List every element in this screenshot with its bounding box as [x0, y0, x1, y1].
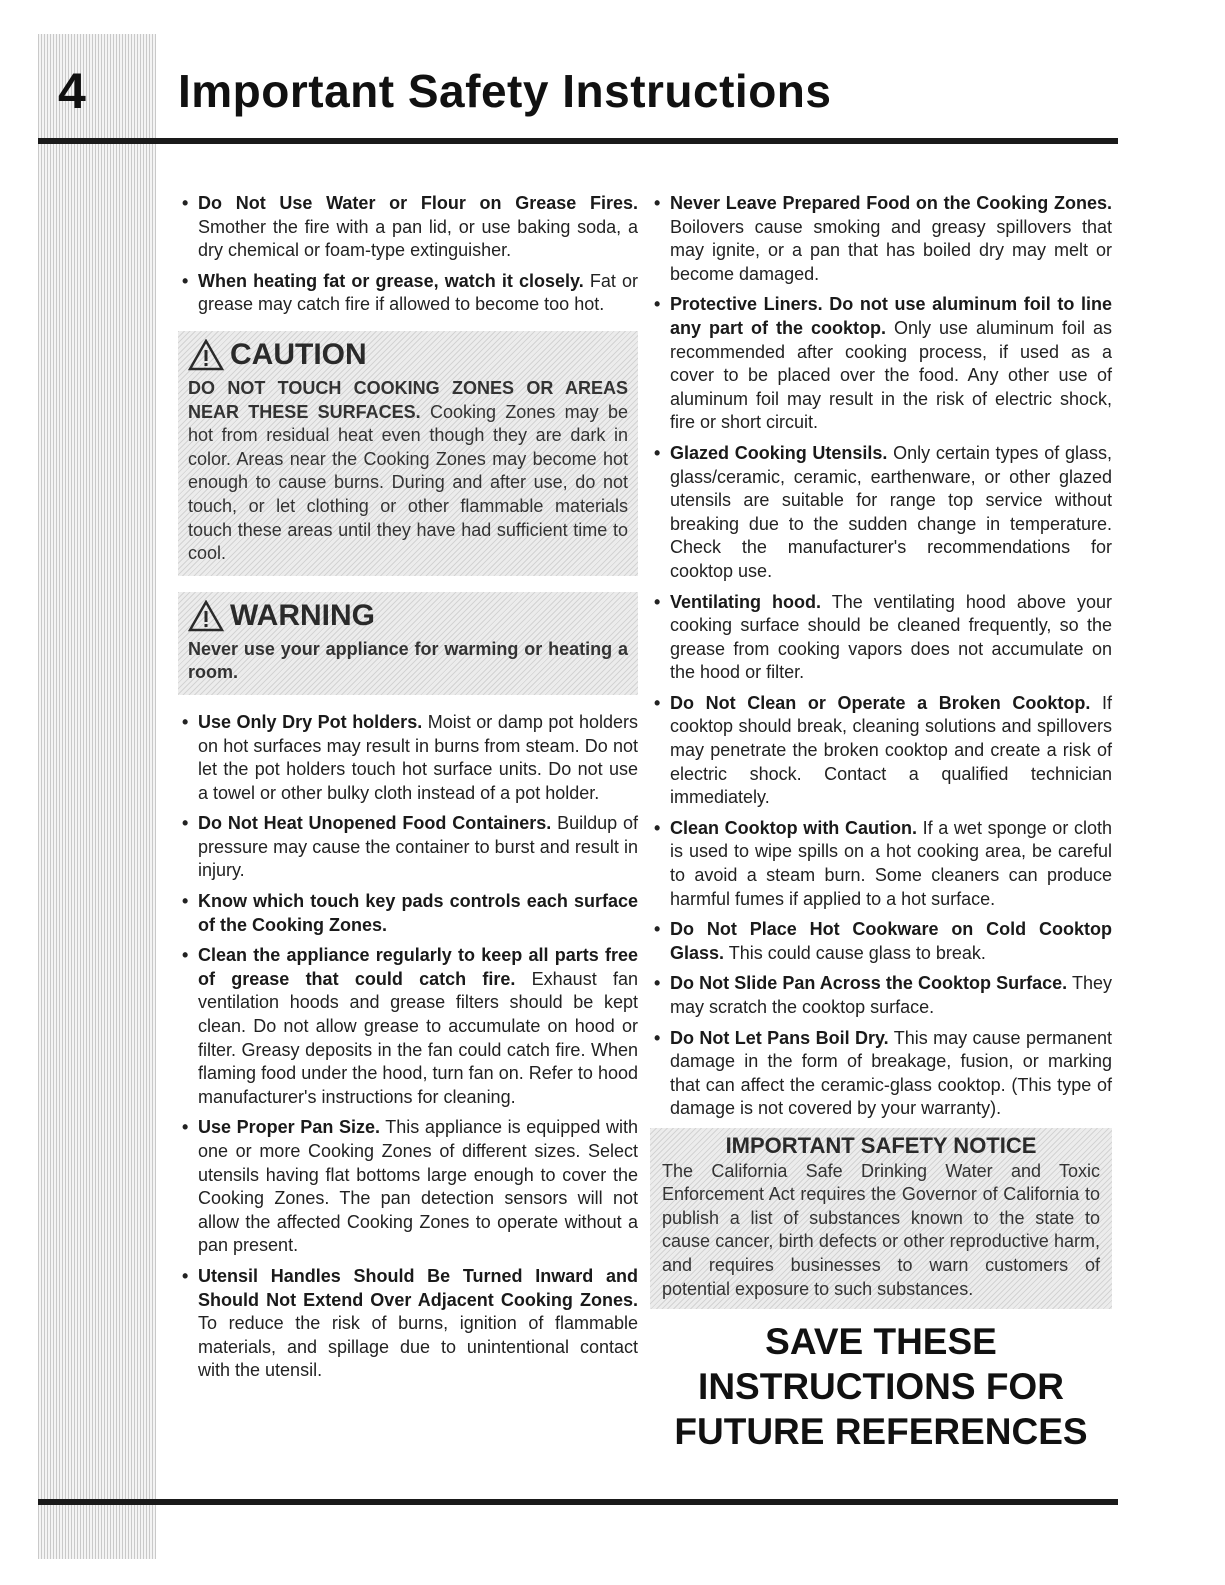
item-heading: Do Not Let Pans Boil Dry. [670, 1027, 889, 1048]
save-line-2: INSTRUCTIONS FOR [698, 1366, 1064, 1408]
item-text: If cooktop should break, cleaning solutions and spillovers may penetrate the broken cooktop and create a risk of electric shock. Contact a qualified technician immediately. [670, 692, 1112, 808]
item-text: They may scratch the cooktop surface. [670, 973, 1112, 1017]
list-item [650, 293, 1112, 435]
safety-notice-text: The California Safe Drinking Water and Toxic Enforcement Act requires the Governor of California to publish a list of substances known to the state to cause cancer, birth defects or other reproductive harm, and requires businesses to warn customers of potential exposure to such substances. [662, 1160, 1100, 1299]
safety-notice-box [650, 1128, 1112, 1309]
list-item [178, 192, 638, 263]
caution-header [188, 339, 628, 371]
left-list-bottom [178, 711, 638, 1383]
item-text: The ventilating hood above your cooking surface should be cleaned frequently, so the grease from cooking vapors does not accumulate on the hood or filter. [670, 591, 1112, 683]
item-text: Only use aluminum foil as recommended after cooking process, if used as a cover to be placed over the food. Any other use of aluminum foil may result in the risk of electric shock, fire or short circuit. [670, 317, 1112, 433]
caution-text: Cooking Zones may be hot from residual heat even though they are dark in color. Areas near the Cooking Zones may become hot enough to cause burns. During and after use, do not touch, or let clothing or other flammable materials touch these areas until they have had sufficient time to cool. [188, 401, 628, 564]
left-list-top [178, 192, 638, 317]
item-text: Boilovers cause smoking and greasy spillovers that may ignite, or a pan that has boiled dry may melt or become damaged. [670, 216, 1112, 284]
save-line-1: SAVE THESE [765, 1321, 997, 1363]
item-heading: Use Only Dry Pot holders. [198, 711, 423, 732]
item-text: This appliance is equipped with one or more Cooking Zones of different sizes. Select utensils having flat bottoms large enough to cover the Cooking Zones. The pan detection sensors will not allow the affected Cooking Zones to operate without a pan present. [198, 1117, 638, 1256]
item-heading: Do Not Heat Unopened Food Containers. [198, 813, 552, 834]
item-heading: Clean Cooktop with Caution. [670, 817, 917, 838]
item-text: Smother the fire with a pan lid, or use baking soda, a dry chemical or foam-type extinguisher. [198, 216, 638, 261]
list-item [650, 442, 1112, 584]
side-band [38, 34, 156, 1559]
item-heading: Do Not Use Water or Flour on Grease Fires. [198, 193, 638, 213]
page-number: 4 [58, 63, 86, 119]
item-text: Fat or grease may catch fire if allowed to become too hot. [198, 270, 638, 315]
safety-notice-title: IMPORTANT SAFETY NOTICE [725, 1132, 1037, 1158]
list-item [650, 817, 1112, 911]
item-heading: Do Not Place Hot Cookware on Cold Cooktop Glass. [670, 919, 1112, 963]
list-item [178, 890, 638, 937]
list-item [650, 1027, 1112, 1121]
list-item [650, 192, 1112, 286]
item-heading: Ventilating hood. [670, 591, 822, 612]
item-text: This could cause glass to break. [724, 942, 986, 963]
warning-lead: Never use your appliance for warming or heating a room. [188, 638, 628, 683]
item-heading: Do Not Clean or Operate a Broken Cooktop. [670, 692, 1091, 713]
caution-body [188, 377, 628, 566]
item-heading: Protective Liners. Do not use aluminum foil to line any part of the cooktop. [670, 294, 1112, 338]
list-item [178, 944, 638, 1109]
list-item [178, 812, 638, 883]
list-item [650, 972, 1112, 1019]
item-text: Exhaust fan ventilation hoods and grease filters should be kept clean. Do not allow grease to accumulate on hood or filter. Greasy deposits in the fan could catch fire. When flaming food under the hood, turn fan on. Refer to hood manufacturer's instructions for cleaning. [198, 968, 638, 1107]
list-item [178, 711, 638, 805]
item-text: Moist or damp pot holders on hot surfaces may result in burns from steam. Do not let the pot holders touch hot surface units. Do not use a towel or other bulky cloth instead of a pot holder. [198, 711, 638, 803]
item-heading: Utensil Handles Should Be Turned Inward and Should Not Extend Over Adjacent Cooking Zones. [198, 1265, 638, 1310]
list-item [650, 692, 1112, 810]
warning-triangle-icon [188, 339, 224, 371]
item-text: This may cause permanent damage in the form of breakage, fusion, or marking that can affect the ceramic-glass cooktop. (This type of damage is not covered by your warranty). [670, 1027, 1113, 1119]
item-heading: Clean the appliance regularly to keep all parts free of grease that could catch fire. [198, 945, 638, 989]
list-item [650, 918, 1112, 965]
save-line-3: FUTURE REFERENCES [674, 1411, 1088, 1453]
save-instructions-banner [650, 1319, 1112, 1454]
bottom-rule [38, 1499, 1118, 1505]
item-heading: When heating fat or grease, watch it closely. [198, 270, 584, 291]
item-heading: Glazed Cooking Utensils. [670, 442, 888, 463]
item-text: To reduce the risk of burns, ignition of flammable materials, and spillage due to unintentional contact with the utensil. [198, 1313, 638, 1381]
warning-label: WARNING [230, 598, 375, 632]
warning-triangle-icon [188, 600, 224, 632]
list-item [178, 1265, 638, 1383]
right-column [650, 192, 1112, 1454]
item-text: If a wet sponge or cloth is used to wipe spills on a hot cooking area, be careful to avoid a steam burn. Some cleaners can produce harmful fumes if applied to a hot surface. [670, 817, 1112, 909]
warning-box [178, 592, 638, 695]
right-list [650, 192, 1112, 1121]
caution-label: CAUTION [230, 338, 367, 372]
item-heading: Know which touch key pads controls each surface of the Cooking Zones. [198, 891, 638, 935]
list-item [650, 591, 1112, 685]
page-title: Important Safety Instructions [178, 65, 832, 117]
item-heading: Use Proper Pan Size. [198, 1117, 380, 1138]
top-rule [38, 138, 1118, 144]
item-heading: Never Leave Prepared Food on the Cooking Zones. [670, 193, 1112, 213]
caution-box [178, 331, 638, 576]
item-text: Only certain types of glass, glass/ceramic, ceramic, earthenware, or other glazed utensils are suitable for range top service without breaking due to the sudden change in temperature. Check the manufacturer's recommendations for cooktop use. [670, 442, 1112, 581]
list-item [178, 270, 638, 317]
left-column [178, 192, 638, 1390]
item-text: Buildup of pressure may cause the container to burst and result in injury. [198, 813, 639, 881]
warning-body [188, 638, 628, 685]
list-item [178, 1116, 638, 1258]
warning-header [188, 600, 628, 632]
item-heading: Do Not Slide Pan Across the Cooktop Surface. [670, 973, 1068, 994]
caution-lead: DO NOT TOUCH COOKING ZONES OR AREAS NEAR THESE SURFACES. [188, 377, 628, 422]
